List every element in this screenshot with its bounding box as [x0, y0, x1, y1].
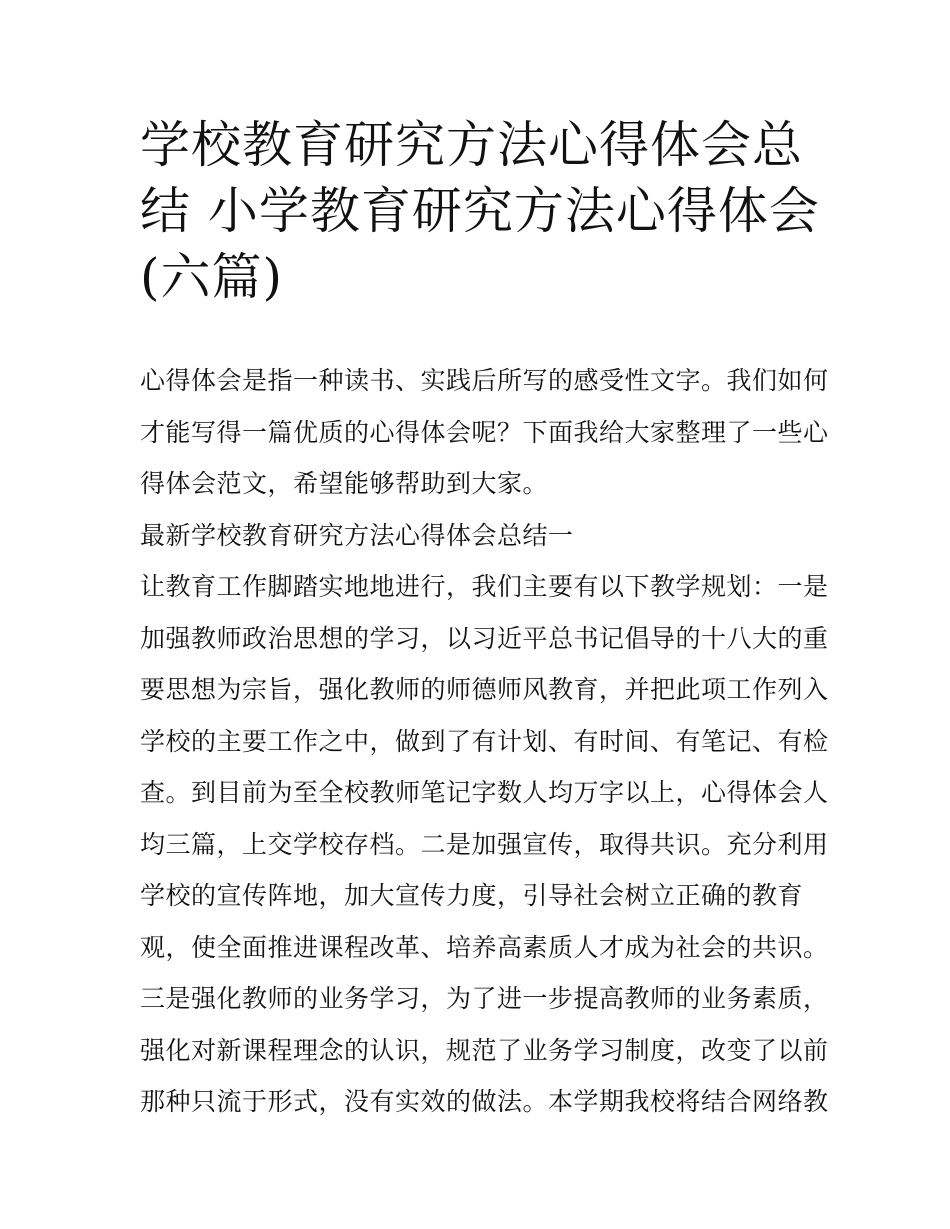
- intro-line: 得体会范文，希望能够帮助到大家。: [140, 469, 549, 498]
- paragraph-line: 要思想为宗旨，强化教师的师德师风教育，并把此项工作列入: [140, 675, 829, 704]
- paragraph-line: 加强教师政治思想的学习，以习近平总书记倡导的十八大的重: [140, 623, 829, 653]
- document-title: [140, 112, 820, 310]
- document-body: [140, 355, 829, 1128]
- paragraph-line: 强化对新课程理念的认识，规范了业务学习制度，改变了以前: [140, 1035, 829, 1065]
- paragraph-line: 学校的主要工作之中，做到了有计划、有时间、有笔记、有检: [140, 726, 829, 756]
- paragraph-line: 查。到目前为至全校教师笔记字数人均万字以上，心得体会人: [140, 778, 829, 807]
- intro-line: 心得体会是指一种读书、实践后所写的感受性文字。我们如何: [140, 366, 829, 395]
- intro-line: 才能写得一篇优质的心得体会呢？下面我给大家整理了一些心: [140, 417, 829, 447]
- paragraph-line: 学校的宣传阵地，加大宣传力度，引导社会树立正确的教育: [140, 881, 804, 910]
- paragraph-line: 观，使全面推进课程改革、培养高素质人才成为社会的共识。: [140, 932, 829, 962]
- title-line: (六篇): [140, 248, 284, 306]
- title-line: 结 小学教育研究方法心得体会: [140, 182, 820, 240]
- section-heading: 最新学校教育研究方法心得体会总结一: [140, 520, 574, 550]
- title-line: 学校教育研究方法心得体会总: [140, 116, 803, 174]
- paragraph-line: 让教育工作脚踏实地地进行，我们主要有以下教学规划：一是: [140, 572, 829, 601]
- paragraph-line: 那种只流于形式，没有实效的做法。本学期我校将结合网络教: [140, 1087, 829, 1116]
- paragraph-line: 均三篇，上交学校存档。二是加强宣传，取得共识。充分利用: [140, 829, 829, 859]
- paragraph-line: 三是强化教师的业务学习，为了进一步提高教师的业务素质，: [140, 984, 829, 1013]
